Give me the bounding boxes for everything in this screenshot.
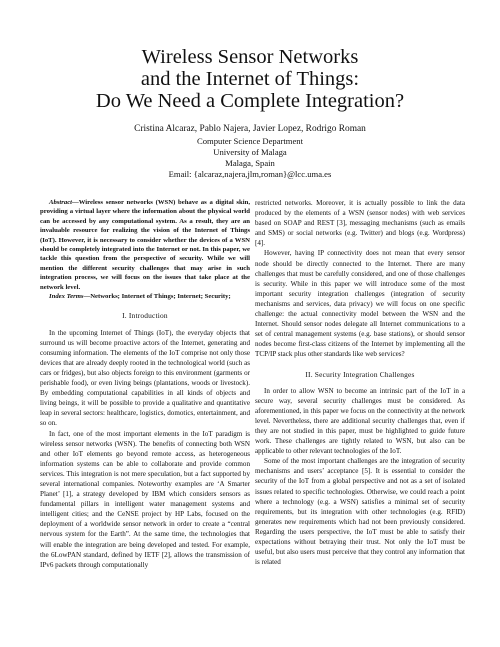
intro-paragraph-2: In fact, one of the most important elements in the IoT paradigm is wireless sensor networks (WSN). The benefits of connecting both WSN and other IoT elements go beyond remote access, as heterogeneous information systems can be able to collaborate and provide common services. This integration is not mere speculation, but a fact supported by several international companies. Noteworthy examples are ‘A Smarter Planet’ [1], a strategy developed by IBM which considers sensors as fundamental pillars in intelligent water management systems and intelligent cities; and the CeNSE project by HP Labs, focused on the deployment of a worldwide sensor network in order to create a “central nervous system for the Earth”. At the same time, the technologies that will enable the integration are being developed and tested. For example, the 6LowPAN standard, defined by IETF [2], allows the transmission of IPv6 packets through computationally [40,429,250,569]
abstract-text: —Wireless sensor networks (WSN) behave as a digital skin, providing a virtual layer where the information about the physical world can be accessed by any computational system. As a result, they are an invaluable resource for realizing the vision of the Internet of Things (IoT). However, it is necessary to consider whether the devices of a WSN should be completely integrated into the Internet or not. In this paper, we tackle this question from the perspective of security. While we will mention the different security challenges that may arise in such integration process, we will focus on the issues that take place at the network level. [40,199,250,291]
title-line-2: and the Internet of Things: [140,68,360,90]
left-column [40,198,250,570]
security-paragraph-1: In order to allow WSN to become an intrinsic part of the IoT in a secure way, several security challenges must be considered. As aforementioned, in this paper we focus on the connectivity at the network level. Nevertheless, there are additional security challenges that, even if they are not studied in this paper, must be highlighted to guide future work. These challenges are tightly related to WSN, but also can be applicable to other relevant technologies of the IoT. [255,386,465,456]
author-email: Email: {alcaraz,najera,jlm,roman}@lcc.uma.es [168,169,332,179]
title-line-1: Wireless Sensor Networks [141,46,359,68]
intro-paragraph-4: However, having IP connectivity does not mean that every sensor node should be directly connected to the Internet. There are many challenges that must be carefully considered, and one of those challenges is security. While in this paper we will introduce some of the most important security integration challenges (integration of security mechanisms and services, data privacy) we will focus on one specific challenge: the actual connectivity model between the WSN and the Internet. Should sensor nodes delegate all Internet communications to a set of central management systems (e.g. base stations), or should sensor nodes become first-class citizens of the Internet by implementing all the TCP/IP stack plus other standards like web services? [255,249,465,359]
index-terms-text: —Networks; Internet of Things; Internet; Security; [83,293,231,301]
author-city: Malaga, Spain [225,158,275,168]
author-block [60,124,440,180]
section-heading-security: II. Security Integration Challenges [305,369,415,379]
author-department: Computer Science Department [197,136,303,146]
index-terms-label: Index Terms [49,293,84,301]
right-column [255,198,465,567]
title-line-3: Do We Need a Complete Integration? [95,90,405,112]
abstract [40,198,250,292]
intro-paragraph-1: In the upcoming Internet of Things (IoT), the everyday objects that surround us will become proactive actors of the Internet, generating and consuming information. The elements of the IoT comprise not only those devices that are already deeply rooted in the technological world (such as cars or fridges), but also objects foreign to this environment (garments or perishable food), or even living beings (plantations, woods or livestock). By embedding computational capabilities in all kinds of objects and living beings, it will be possible to provide a qualitative and quantitative leap in several sectors: healthcare, logistics, domotics, entertainment, and so on. [40,328,250,428]
intro-paragraph-3: restricted networks. Moreover, it is actually possible to link the data produced by the elements of a WSN (sensor nodes) with web services based on SOAP and REST [3], messaging mechanisms (such as emails and SMS) or social networks (e.g. Twitter) and blogs (e.g. Wordpress) [4]. [255,199,465,248]
index-terms [40,292,250,301]
author-university: University of Malaga [213,147,287,157]
author-names: Cristina Alcaraz, Pablo Najera, Javier Lopez, Rodrigo Roman [134,124,366,134]
section-heading-introduction: I. Introduction [122,311,168,321]
security-paragraph-2: Some of the most important challenges are the integration of security mechanisms and users’ acceptance [5]. It is essential to consider the security of the IoT from a global perspective and not as a set of isolated issues related to specific technologies. Otherwise, we could reach a point where a technology (e.g. a WSN) satisfies a minimal set of security requirements, but its integration with other technologies (e.g. RFID) generates new requirements which had not been previously considered. Regarding the users perspective, the IoT must be able to satisfy their expectations without betraying their trust. Not only the IoT must be useful, but also users must perceive that they control any information that is related [255,457,465,567]
paper-title [40,46,460,112]
abstract-label: Abstract [49,199,73,206]
